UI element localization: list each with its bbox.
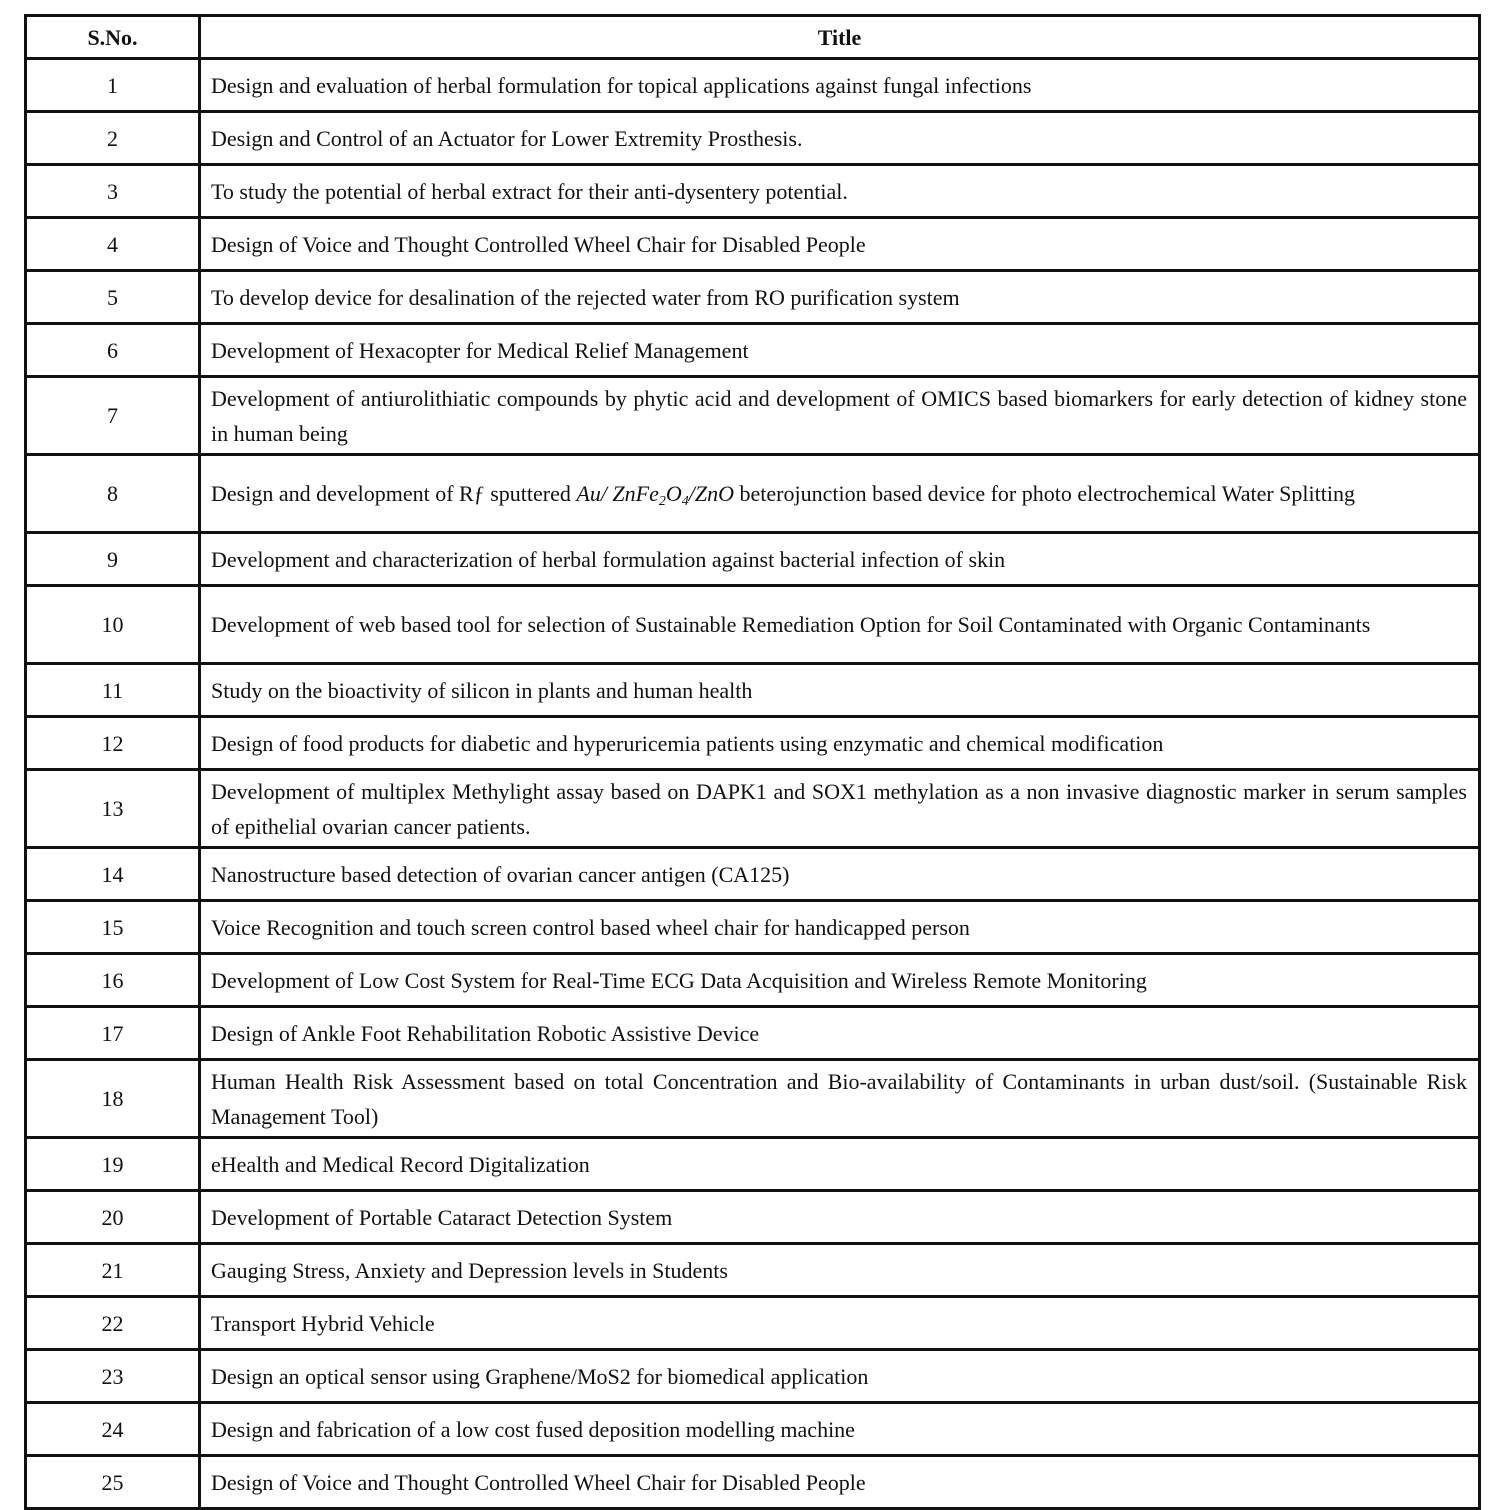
formula-part: O [665,481,682,506]
row-number: 14 [26,848,200,901]
project-title: Transport Hybrid Vehicle [200,1297,1480,1350]
project-title: Design an optical sensor using Graphene/MoS2 for biomedical application [200,1350,1480,1403]
project-title: Gauging Stress, Anxiety and Depression levels in Students [200,1244,1480,1297]
table-row [26,1297,1480,1350]
row-number: 8 [26,455,200,533]
row-number: 16 [26,954,200,1007]
row-number: 5 [26,271,200,324]
table-row [26,1138,1480,1191]
row-number: 18 [26,1060,200,1138]
table-row [26,848,1480,901]
formula-subscript: 4 [681,494,689,509]
row-number: 25 [26,1456,200,1509]
row-number: 22 [26,1297,200,1350]
table-row [26,1350,1480,1403]
formula-subscript: 2 [658,494,666,509]
row-number: 3 [26,165,200,218]
chemical-formula [576,481,735,509]
row-number: 6 [26,324,200,377]
table-row [26,218,1480,271]
project-title: Development of multiplex Methylight assay based on DAPK1 and SOX1 methylation as a non invasive diagnostic marker in serum samples of epithelial ovarian cancer patients. [200,770,1480,848]
row-number: 12 [26,717,200,770]
row-number: 4 [26,218,200,271]
row-number: 9 [26,533,200,586]
project-title: To develop device for desalination of the rejected water from RO purification system [200,271,1480,324]
project-title: Design and Control of an Actuator for Lower Extremity Prosthesis. [200,112,1480,165]
project-title: Human Health Risk Assessment based on total Concentration and Bio-availability of Contaminants in urban dust/soil. (Sustainable Risk Management Tool) [200,1060,1480,1138]
row-number: 7 [26,377,200,455]
row-number: 15 [26,901,200,954]
row-number: 20 [26,1191,200,1244]
table-row [26,271,1480,324]
title-text-start: Design and development of Rƒ sputtered [211,481,577,506]
column-header-title: Title [200,16,1480,59]
table-row [26,901,1480,954]
row-number: 2 [26,112,200,165]
table-row [26,377,1480,455]
title-text-end: beterojunction based device for photo electrochemical Water Splitting [734,481,1355,506]
project-title: Design and fabrication of a low cost fused deposition modelling machine [200,1403,1480,1456]
row-number: 19 [26,1138,200,1191]
table-row [26,1403,1480,1456]
table-row [26,59,1480,112]
project-title: Nanostructure based detection of ovarian cancer antigen (CA125) [200,848,1480,901]
project-title: Design and evaluation of herbal formulation for topical applications against fungal infections [200,59,1480,112]
project-title: Voice Recognition and touch screen control based wheel chair for handicapped person [200,901,1480,954]
table-row [26,1191,1480,1244]
row-number: 13 [26,770,200,848]
project-title: Development of web based tool for selection of Sustainable Remediation Option for Soil Contaminated with Organic Contaminants [200,586,1480,664]
column-header-sno: S.No. [26,16,200,59]
table-row [26,664,1480,717]
table-row [26,770,1480,848]
formula-part: /ZnO [688,481,735,506]
row-number: 17 [26,1007,200,1060]
project-title [200,455,1480,533]
table-row [26,165,1480,218]
project-title: To study the potential of herbal extract for their anti-dysentery potential. [200,165,1480,218]
project-title: Design of Voice and Thought Controlled Wheel Chair for Disabled People [200,218,1480,271]
project-title: Design of Voice and Thought Controlled Wheel Chair for Disabled People [200,1456,1480,1509]
projects-table [24,14,1481,1510]
project-title: Development of Hexacopter for Medical Relief Management [200,324,1480,377]
formula-part: Au/ ZnFe [576,481,659,506]
table-row [26,112,1480,165]
table-row [26,717,1480,770]
table-row [26,455,1480,533]
table-row [26,1060,1480,1138]
project-title: Design of food products for diabetic and hyperuricemia patients using enzymatic and chemical modification [200,717,1480,770]
table-row [26,1007,1480,1060]
project-title: Development and characterization of herbal formulation against bacterial infection of skin [200,533,1480,586]
table-row [26,586,1480,664]
table-row [26,324,1480,377]
document-page [24,14,1478,1510]
project-title: Study on the bioactivity of silicon in plants and human health [200,664,1480,717]
table-header-row [26,16,1480,59]
table-row [26,1456,1480,1509]
project-title: Development of antiurolithiatic compounds by phytic acid and development of OMICS based biomarkers for early detection of kidney stone in human being [200,377,1480,455]
row-number: 11 [26,664,200,717]
row-number: 23 [26,1350,200,1403]
project-title: eHealth and Medical Record Digitalization [200,1138,1480,1191]
row-number: 10 [26,586,200,664]
table-row [26,1244,1480,1297]
row-number: 1 [26,59,200,112]
project-title: Development of Portable Cataract Detection System [200,1191,1480,1244]
project-title: Design of Ankle Foot Rehabilitation Robotic Assistive Device [200,1007,1480,1060]
row-number: 21 [26,1244,200,1297]
table-row [26,954,1480,1007]
row-number: 24 [26,1403,200,1456]
table-row [26,533,1480,586]
project-title: Development of Low Cost System for Real-Time ECG Data Acquisition and Wireless Remote Monitoring [200,954,1480,1007]
